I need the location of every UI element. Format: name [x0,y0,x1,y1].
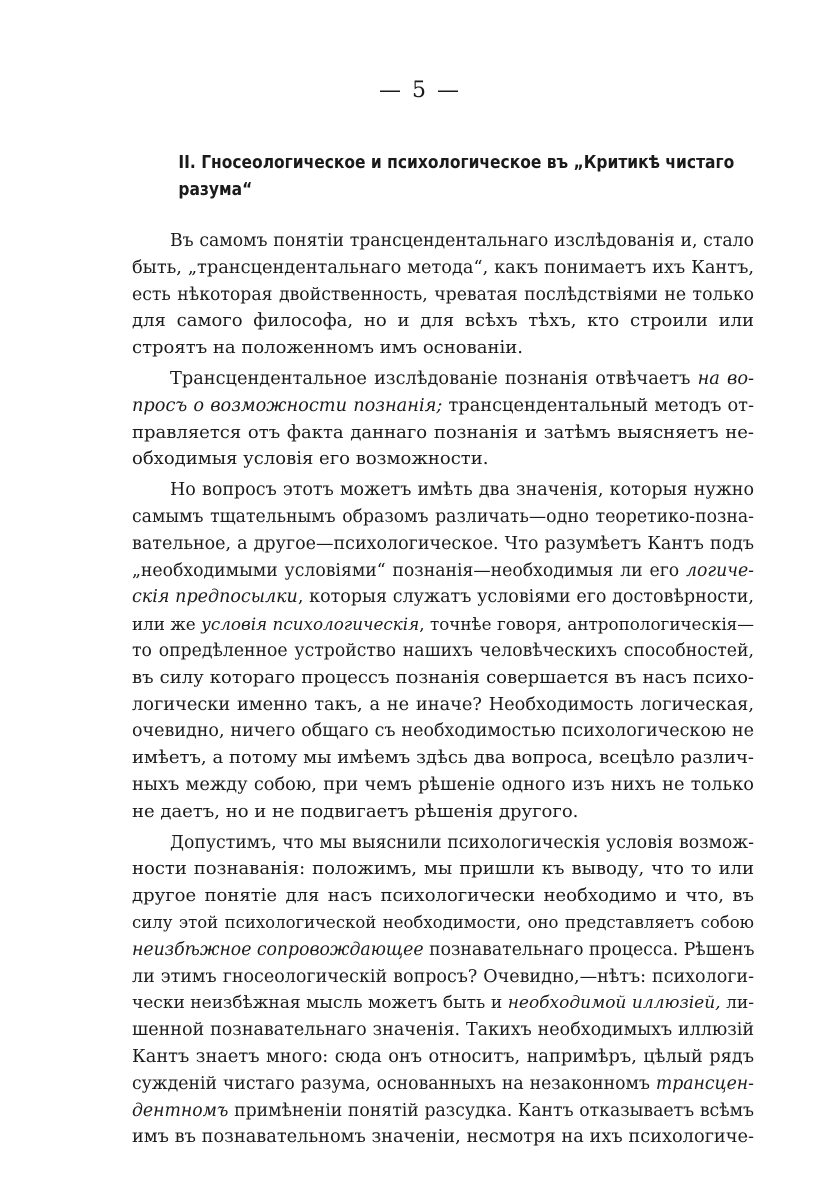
paragraph [132,366,754,473]
paragraph [132,477,754,825]
text-line: дентномъ примѣненіи понятій разсудка. Кантъ отказываетъ всѣмъ [132,1100,754,1121]
text-line: имѣетъ, а потому мы имѣемъ здѣсь два вопроса, всецѣло различ- [132,747,754,769]
text-line: „необходимыми условіями“ познанія—необходимыя ли его логиче- [132,560,754,581]
text-line: быть, „трансцендентальнаго метода“, какъ понимаетъ ихъ Кантъ, [132,257,754,278]
text-line: другое понятіе для насъ психологически необходимо и что, въ [132,885,754,907]
heading-line: разума“ [178,178,253,200]
text-line: самымъ тщательнымъ образомъ различать—одно теоретико-позна- [132,506,754,527]
text-line: очевидно, ничего общаго съ необходимостью психологическою не [132,721,754,742]
text-line: силу этой психологической необходимости, оно представляетъ собою [132,912,754,932]
text-line: Кантъ знаетъ много: сюда онъ относитъ, напримѣръ, цѣлый рядъ [132,1046,754,1067]
text-line: не даетъ, но и не подвигаетъ рѣшенія другого. [132,800,579,822]
text-line: просъ о возможности познанія; трансцендентальный методъ от- [132,395,754,416]
text-line: Въ самомъ понятіи трансцендентальнаго изслѣдованія и, стало [170,231,754,251]
text-line: есть нѣкоторая двойственность, чреватая послѣдствіями не только [132,284,754,305]
text-line: Трансцендентальное изслѣдованіе познанія отвѣчаетъ на во- [170,368,755,389]
text-line: ныхъ между собою, при чемъ рѣшеніе одного изъ нихъ не только [132,774,754,795]
body-text [132,228,754,1151]
text-line: чески неизбѣжная мысль можетъ быть и необходимой иллюзіей, ли- [132,993,754,1014]
text-line: для самого философа, но и для всѣхъ тѣхъ, кто строили или [132,310,754,332]
text-line: или же условія психологическія, точнѣе говоря, антропологическія— [132,614,754,635]
text-line: обходимыя условія его возможности. [132,448,489,470]
text-line: шенной познавательнаго значенія. Такихъ необходимыхъ иллюзій [132,1020,754,1041]
paragraph [132,228,754,362]
text-line: вательное, а другое—психологическое. Что разумѣетъ Кантъ подъ [132,533,754,554]
text-line: Допустимъ, что мы выяснили психологическія условія возмож- [170,832,754,853]
text-line: строятъ на положенномъ имъ основаніи. [132,337,523,359]
text-line: Но вопросъ этотъ можетъ имѣть два значенія, которыя нужно [170,480,754,501]
text-line: то опредѣленное устройство нашихъ человѣческихъ способностей, [132,640,754,661]
section-heading [178,150,735,204]
text-line: имъ въ познавательномъ значеніи, несмотря на ихъ психологиче- [132,1127,754,1148]
text-line: въ силу котораго процессъ познанія совершается въ насъ психо- [132,666,754,688]
text-line: логически именно такъ, а не иначе? Необходимость логическая, [132,694,754,715]
paragraph [132,830,754,1152]
text-line: ли этимъ гносеологическій вопросъ? Очевидно,—нѣтъ: психологи- [132,966,754,987]
text-line: неизбѣжное сопровождающее познавательнаго процесса. Рѣшенъ [132,939,755,960]
text-line: скія предпосылки, которыя служатъ условіями его достовѣрности, [132,587,754,608]
text-line: ности познаванія: положимъ, мы пришли къ выводу, что то или [132,858,754,880]
text-line: правляется отъ факта даннаго познанія и затѣмъ выясняетъ не- [132,421,754,443]
heading-line: II. Гносеологическое и психологическое въ „Критикѣ чистаго [178,152,735,173]
page-number: — 5 — [379,78,461,103]
text-line: сужденій чистаго разума, основанныхъ на незаконномъ трансцен- [132,1073,754,1094]
